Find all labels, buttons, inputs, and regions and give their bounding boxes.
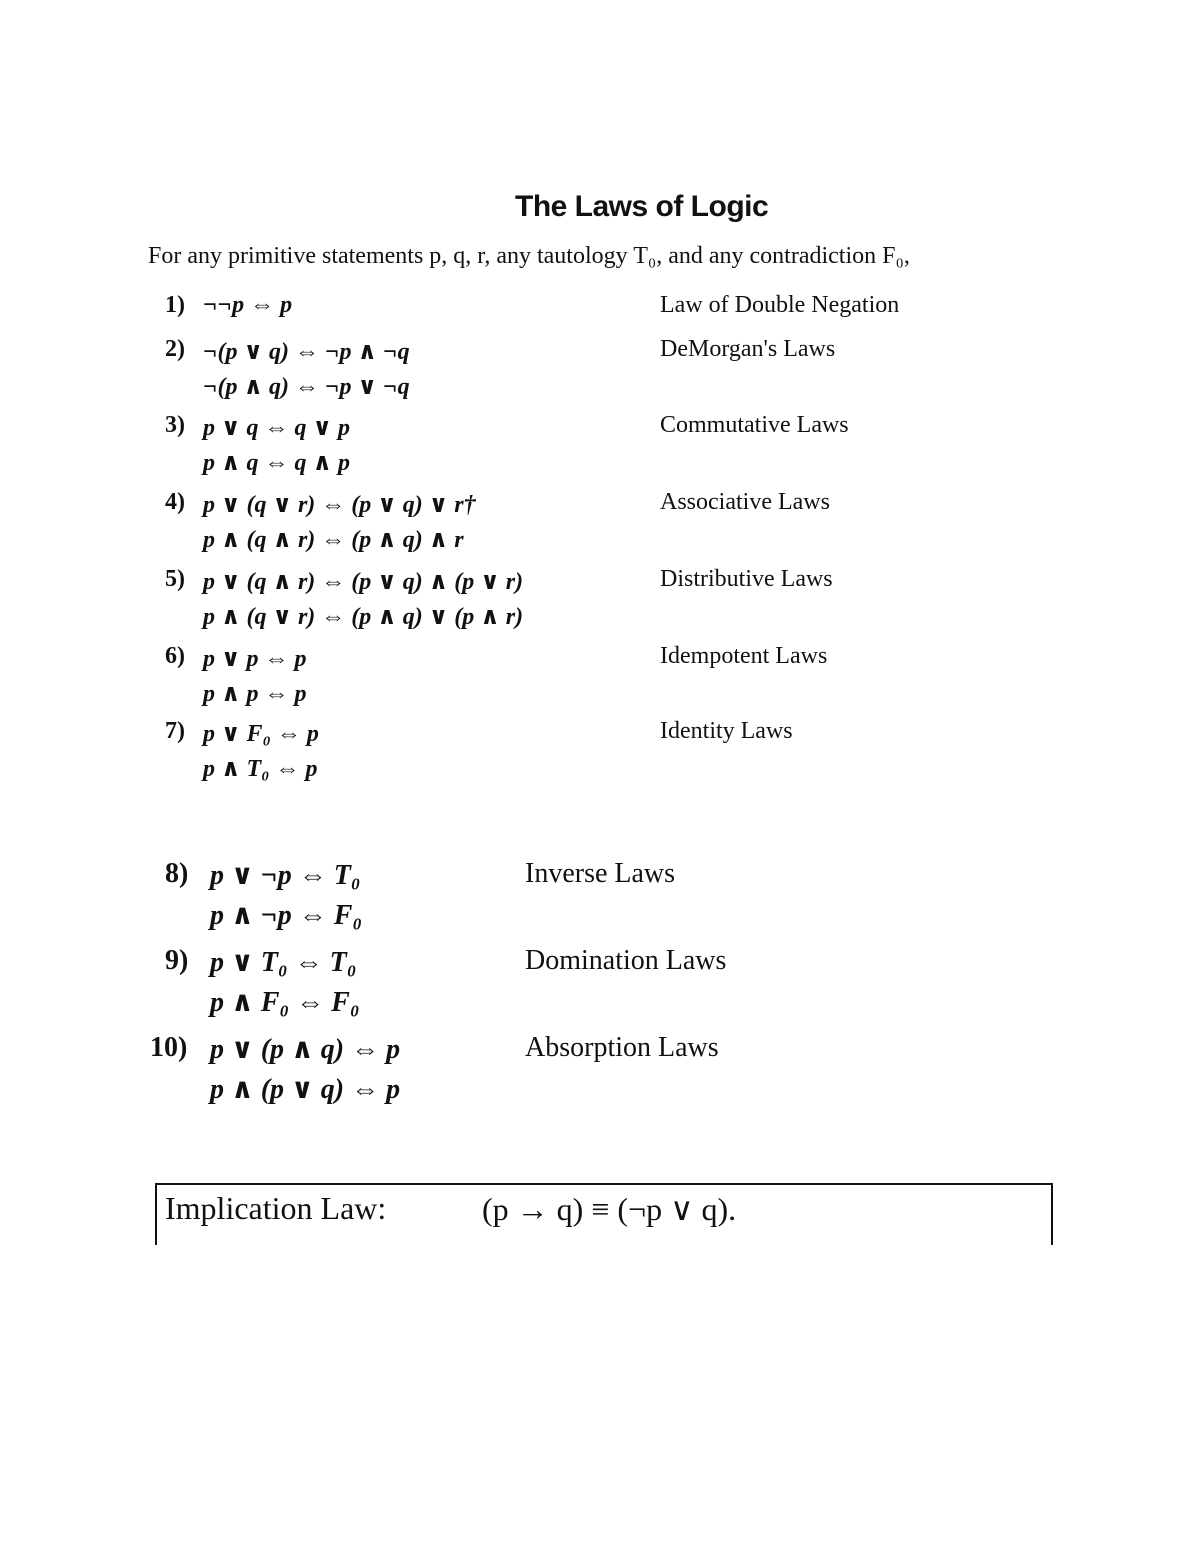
law-formula: p ∧ T₀ ⇔ p — [203, 756, 318, 782]
law-formula: p ∧ p ⇔ p — [203, 681, 307, 707]
law-formula: p ∨ ¬p ⇔ T₀ — [210, 860, 361, 891]
law-name: Absorption Laws — [525, 1032, 719, 1063]
law-number: 2) — [165, 336, 185, 362]
law-number: 6) — [165, 643, 185, 669]
law-formula: p ∨ (q ∨ r) ⇔ (p ∨ q) ∨ r† — [203, 492, 476, 518]
law-formula: ¬(p ∧ q) ⇔ ¬p ∨ ¬q — [203, 374, 410, 400]
law-name: Commutative Laws — [660, 412, 849, 438]
law-formula: ¬¬p ⇔ p — [203, 292, 293, 318]
law-formula: p ∧ F₀ ⇔ F₀ — [210, 987, 360, 1018]
law-number: 1) — [165, 292, 185, 318]
law-formula: p ∨ F₀ ⇔ p — [203, 721, 319, 747]
law-formula: p ∧ ¬p ⇔ F₀ — [210, 900, 363, 931]
law-formula: p ∧ q ⇔ q ∧ p — [203, 450, 350, 476]
law-number: 3) — [165, 412, 185, 438]
law-formula: p ∨ (q ∧ r) ⇔ (p ∨ q) ∧ (p ∨ r) — [203, 569, 524, 595]
law-number: 5) — [165, 566, 185, 592]
law-number: 8) — [165, 858, 189, 889]
law-formula: p ∨ T₀ ⇔ T₀ — [210, 947, 357, 978]
law-number: 7) — [165, 718, 185, 744]
law-formula: p ∨ q ⇔ q ∨ p — [203, 415, 350, 441]
law-formula: p ∧ (q ∨ r) ⇔ (p ∧ q) ∨ (p ∧ r) — [203, 604, 524, 630]
law-name: Domination Laws — [525, 945, 727, 976]
law-name: Distributive Laws — [660, 566, 833, 592]
implication-formula: (p → q) ≡ (¬p ∨ q). — [482, 1191, 737, 1227]
page-title: The Laws of Logic — [515, 190, 769, 223]
law-formula: p ∨ p ⇔ p — [203, 646, 307, 672]
law-formula: p ∨ (p ∧ q) ⇔ p — [210, 1034, 401, 1065]
law-name: Idempotent Laws — [660, 643, 828, 669]
law-number: 10) — [150, 1032, 188, 1063]
implication-label: Implication Law: — [165, 1190, 387, 1226]
law-name: Inverse Laws — [525, 858, 676, 889]
law-formula: ¬(p ∨ q) ⇔ ¬p ∧ ¬q — [203, 339, 410, 365]
law-formula: p ∧ (p ∨ q) ⇔ p — [210, 1074, 401, 1105]
law-name: Law of Double Negation — [660, 292, 900, 318]
law-name: DeMorgan's Laws — [660, 336, 836, 362]
intro-text: For any primitive statements p, q, r, any tautology T₀, and any contradiction F₀, — [148, 243, 910, 269]
law-number: 9) — [165, 945, 189, 976]
law-name: Associative Laws — [660, 489, 830, 515]
law-name: Identity Laws — [660, 718, 793, 744]
law-number: 4) — [165, 489, 185, 515]
law-formula: p ∧ (q ∧ r) ⇔ (p ∧ q) ∧ r — [203, 527, 464, 553]
